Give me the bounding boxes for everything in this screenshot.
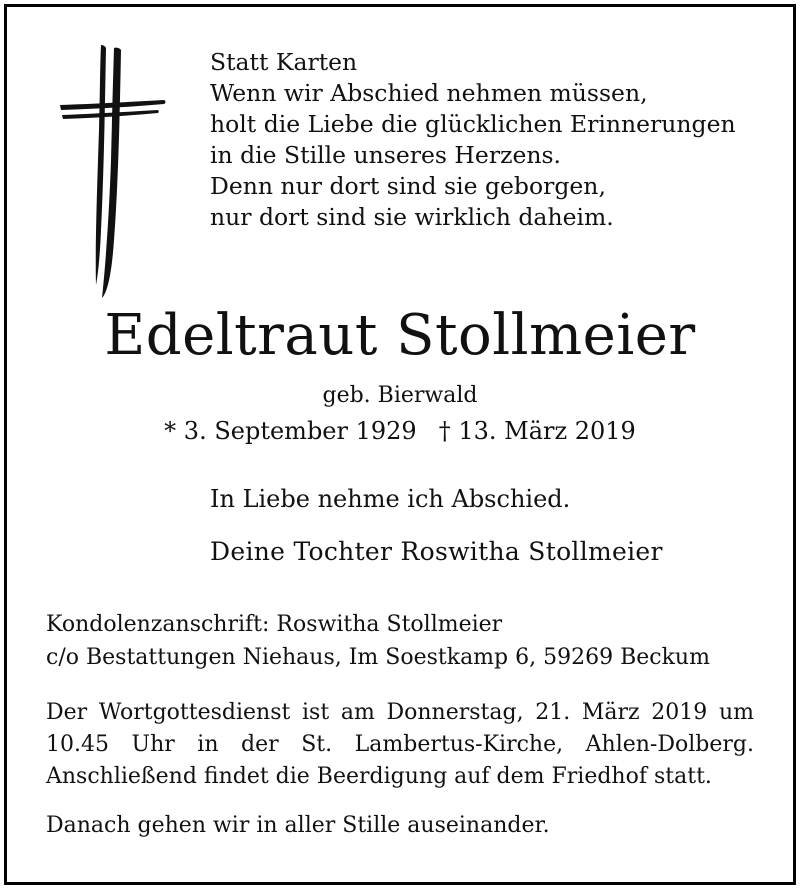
maiden-name: geb. Bierwald <box>322 383 478 408</box>
farewell-text: In Liebe nehme ich Abschied. <box>210 485 571 513</box>
deceased-name: Edeltraut Stollmeier <box>104 303 696 368</box>
verse-line: in die Stille unseres Herzens. <box>210 141 562 169</box>
signature-line: Deine Tochter Roswitha Stollmeier <box>210 537 663 566</box>
verse-line: Statt Karten <box>210 48 358 76</box>
death-date: † 13. März 2019 <box>438 417 636 445</box>
verse-line: holt die Liebe die glücklichen Erinnerungen <box>210 110 736 138</box>
condolence-line: Kondolenzanschrift: Roswitha Stollmeier <box>46 612 503 637</box>
verse-line: Denn nur dort sind sie geborgen, <box>210 172 606 200</box>
service-details: Der Wortgottesdienst ist am Donnerstag, 21. März 2019 um 10.45 Uhr in der St. Lambertus-Kirche, Ahlen-Dolberg. Anschließend findet die Beerdigung auf dem Friedhof statt. <box>46 700 754 789</box>
verse-block <box>210 47 736 233</box>
closing-text: Danach gehen wir in aller Stille auseinander. <box>46 813 550 838</box>
life-dates <box>0 417 800 445</box>
verse-line: nur dort sind sie wirklich daheim. <box>210 203 614 231</box>
cross-icon <box>60 40 180 310</box>
verse-line: Wenn wir Abschied nehmen müssen, <box>210 79 648 107</box>
condolence-line: c/o Bestattungen Niehaus, Im Soestkamp 6, 59269 Beckum <box>46 645 710 670</box>
birth-date: * 3. September 1929 <box>164 417 417 445</box>
condolence-address <box>46 608 710 674</box>
